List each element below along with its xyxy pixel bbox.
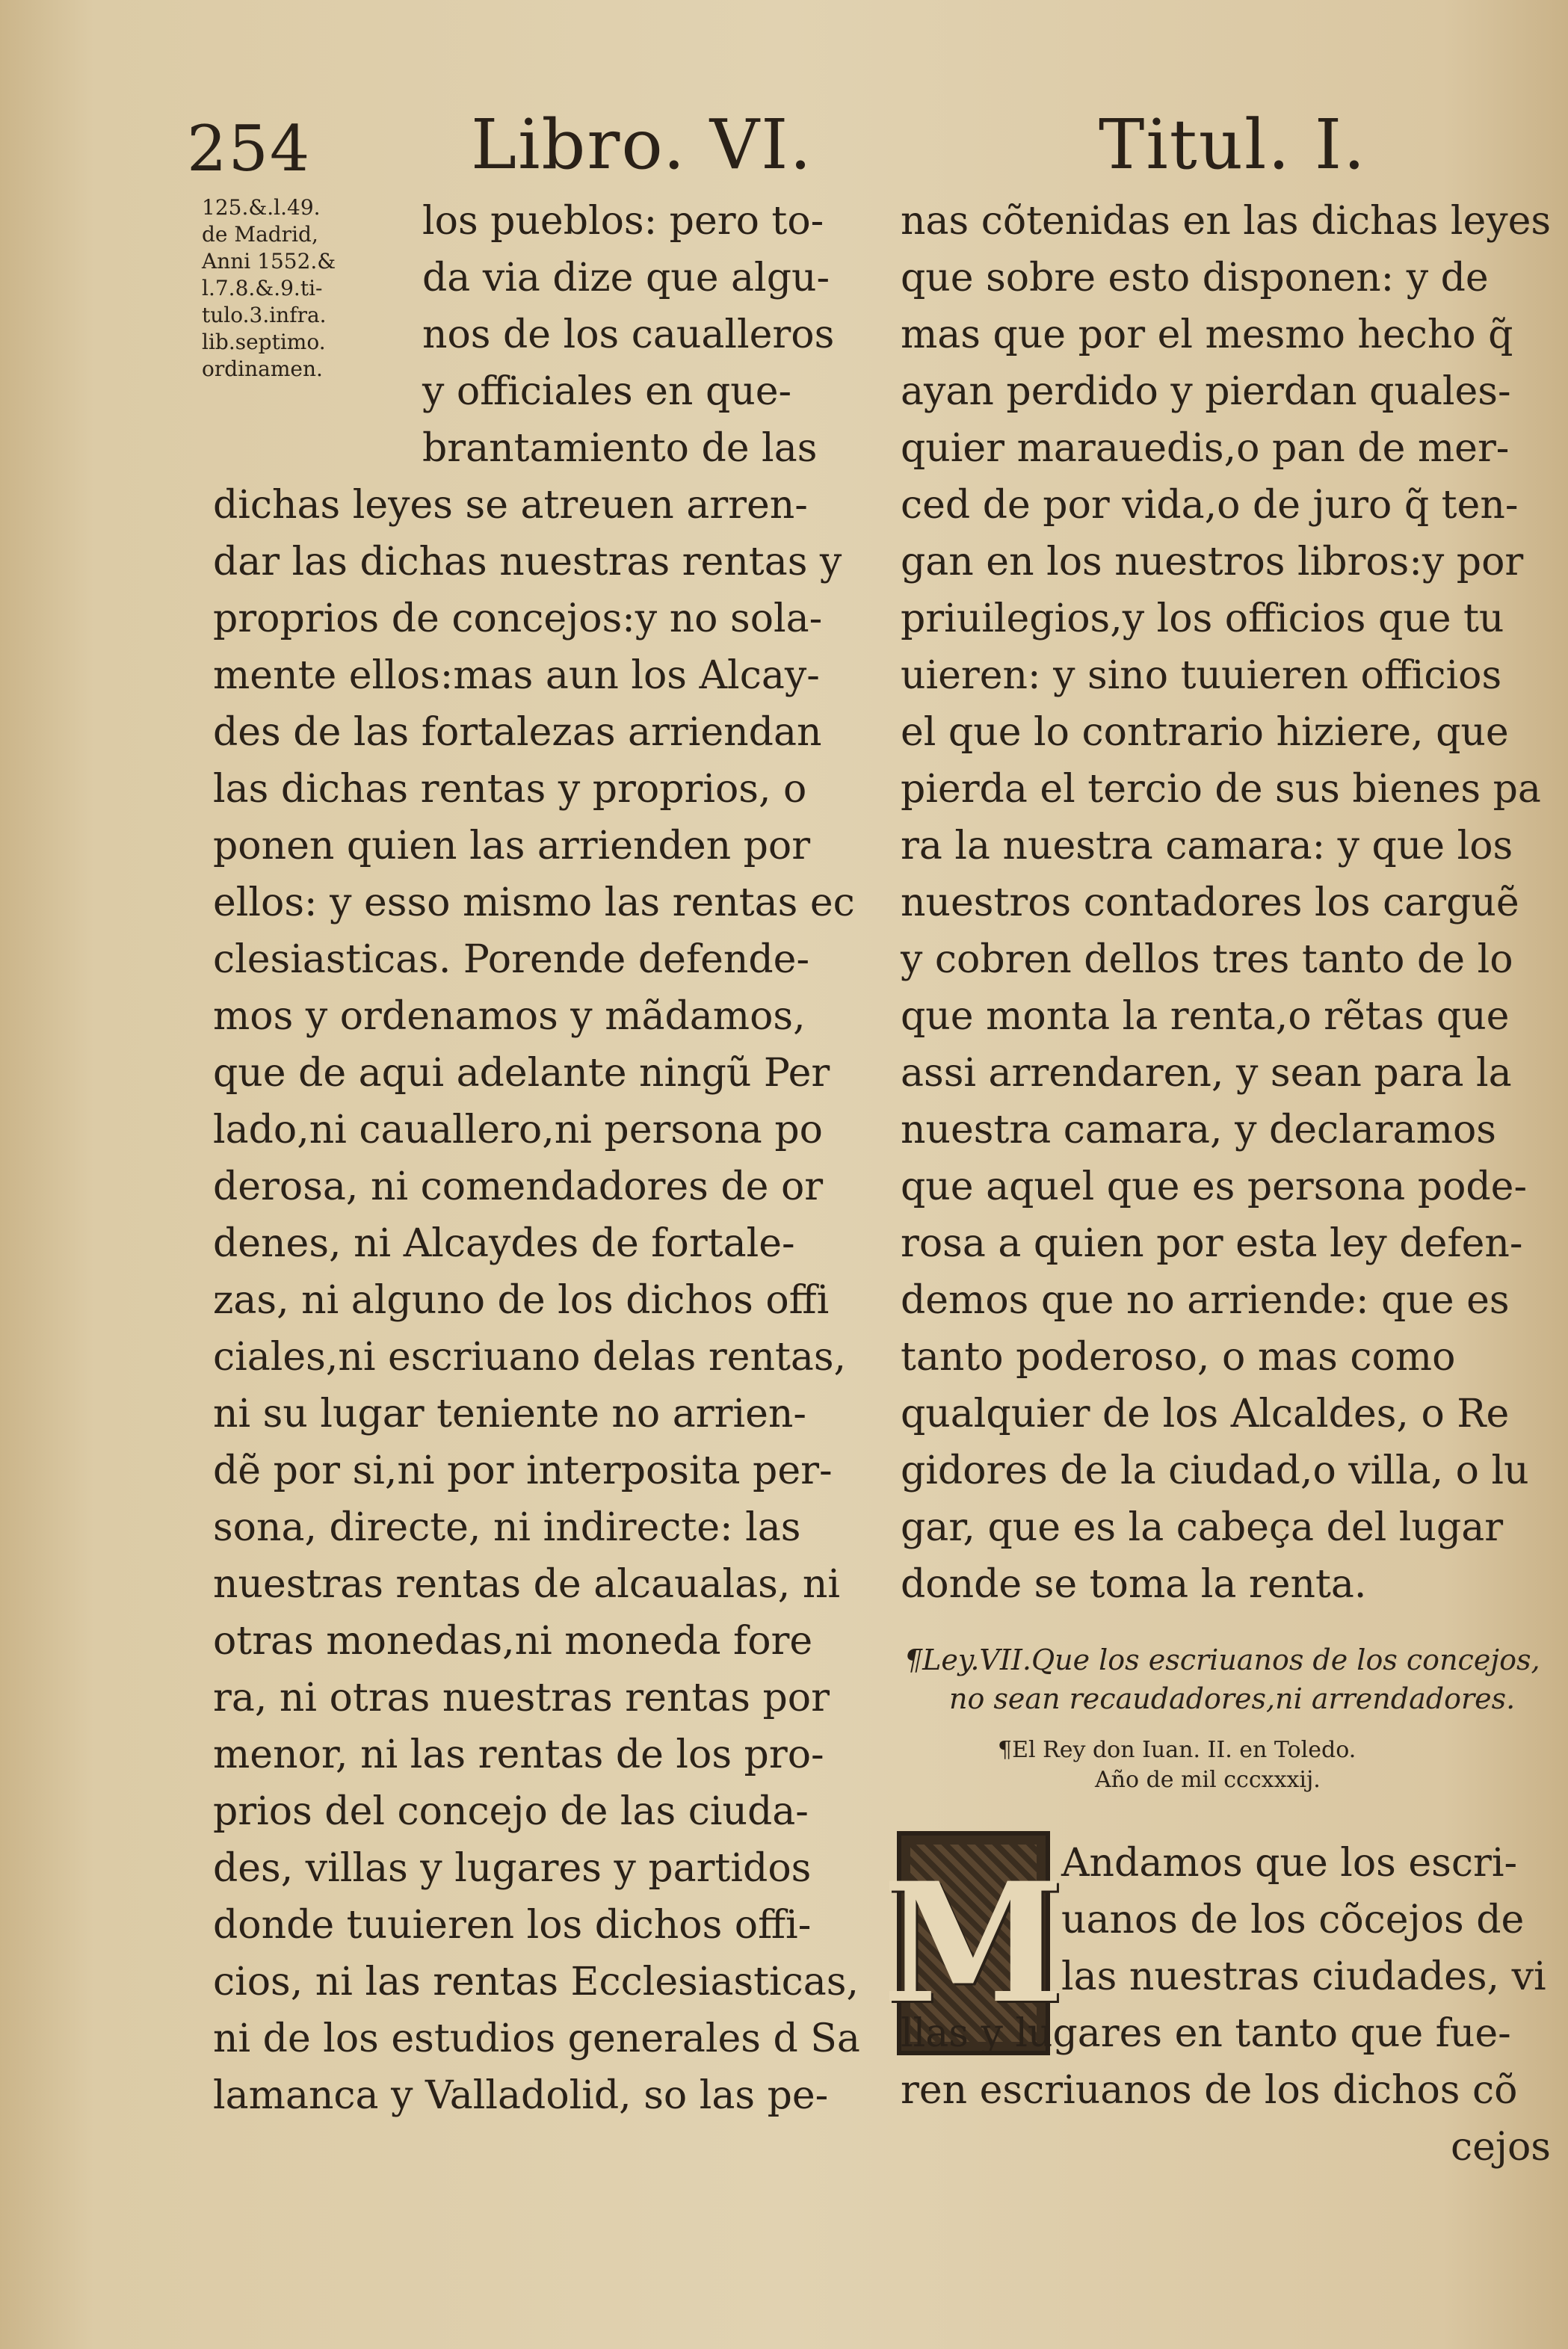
text-line: tanto poderoso, o mas como xyxy=(901,1335,1456,1380)
margin-note xyxy=(202,194,404,383)
text-line: y cobren dellos tres tanto de lo xyxy=(901,937,1513,982)
text-line: donde se toma la renta. xyxy=(901,1562,1367,1607)
text-line: uanos de los cõcejos de xyxy=(1061,1898,1525,1942)
text-line: donde tuuieren los dichos offi- xyxy=(213,1903,812,1948)
text-line: los pueblos: pero to- xyxy=(422,199,824,244)
book-title: Libro. VI. xyxy=(471,105,813,185)
text-line: ra la nuestra camara: y que los xyxy=(901,824,1513,868)
text-line: que sobre esto disponen: y de xyxy=(901,256,1489,300)
law-heading-line: ¶Ley.VII.Que los escriuanos de los concejos, xyxy=(904,1643,1540,1676)
text-line: ced de por vida,o de juro q̃ ten- xyxy=(901,483,1519,528)
text-line: da via dize que algu- xyxy=(422,256,830,300)
margin-note-line: de Madrid, xyxy=(202,222,318,247)
text-line: dichas leyes se atreuen arren- xyxy=(213,483,808,528)
text-line: ponen quien las arrienden por xyxy=(213,824,811,868)
text-line: dẽ por si,ni por interposita per- xyxy=(213,1448,833,1493)
text-line: las nuestras ciudades, vi xyxy=(1061,1954,1546,1999)
text-line: otras monedas,ni moneda fore xyxy=(213,1619,813,1664)
titul-title: Titul. I. xyxy=(1099,105,1367,185)
text-line: des de las fortalezas arriendan xyxy=(213,710,822,755)
margin-note-line: ordinamen. xyxy=(202,356,323,381)
left-column-top xyxy=(422,193,848,477)
text-line: nuestra camara, y declaramos xyxy=(901,1108,1496,1152)
margin-note-line: Anni 1552.& xyxy=(202,249,336,274)
text-line: cios, ni las rentas Ecclesiasticas, xyxy=(213,1960,859,2004)
text-line: lado,ni cauallero,ni persona po xyxy=(213,1108,823,1152)
margin-note-line: lib.septimo. xyxy=(202,330,326,354)
margin-note-line: 125.&.l.49. xyxy=(202,195,321,220)
text-line: ni su lugar teniente no arrien- xyxy=(213,1392,806,1436)
law-text xyxy=(901,2005,1551,2176)
text-line: brantamiento de las xyxy=(422,426,818,471)
text-line: nos de los caualleros xyxy=(422,312,835,357)
text-line: nuestras rentas de alcaualas, ni xyxy=(213,1562,840,1607)
text-line: y officiales en que- xyxy=(422,369,792,414)
text-line: quier marauedis,o pan de mer- xyxy=(901,426,1510,471)
text-line: ayan perdido y pierdan quales- xyxy=(901,369,1511,414)
text-line: que aquel que es persona pode- xyxy=(901,1164,1528,1209)
text-line: ciales,ni escriuano delas rentas, xyxy=(213,1335,847,1380)
text-line: gan en los nuestros libros:y por xyxy=(901,540,1524,584)
page-number: 254 xyxy=(187,112,312,185)
text-line: gar, que es la cabeça del lugar xyxy=(901,1505,1504,1550)
text-line: mos y ordenamos y mãdamos, xyxy=(213,994,806,1039)
text-line: mas que por el mesmo hecho q̃ xyxy=(901,312,1513,357)
law-heading-line: no sean recaudadores,ni arrendadores. xyxy=(949,1682,1516,1715)
text-line: ren escriuanos de los dichos cõ xyxy=(901,2068,1518,2113)
text-line: sona, directe, ni indirecte: las xyxy=(213,1505,801,1550)
text-line: des, villas y lugares y partidos xyxy=(213,1846,812,1891)
text-line: priuilegios,y los officios que tu xyxy=(901,596,1504,641)
text-line: uieren: y sino tuuieren officios xyxy=(901,653,1502,698)
text-line: zas, ni alguno de los dichos offi xyxy=(213,1278,830,1323)
text-line: ra, ni otras nuestras rentas por xyxy=(213,1676,830,1720)
left-column xyxy=(213,477,860,2124)
text-line: pierda el tercio de sus bienes pa xyxy=(901,767,1541,812)
text-line: llas y lugares en tanto que fue- xyxy=(901,2011,1511,2056)
attribution-line: ¶El Rey don Iuan. II. en Toledo. xyxy=(998,1737,1356,1763)
text-line: qualquier de los Alcaldes, o Re xyxy=(901,1392,1510,1436)
law-text-indented xyxy=(1061,1835,1555,2005)
text-line: ellos: y esso mismo las rentas ec xyxy=(213,880,855,925)
text-line: dar las dichas nuestras rentas y xyxy=(213,540,842,584)
attribution-line: Año de mil cccxxxij. xyxy=(1095,1767,1321,1793)
text-line: lamanca y Valladolid, so las pe- xyxy=(213,2073,829,2118)
text-line: ni de los estudios generales d Sa xyxy=(213,2016,860,2061)
text-line: que de aqui adelante ningũ Per xyxy=(213,1051,830,1096)
initial-letter: M xyxy=(882,1846,1065,2040)
text-line: demos que no arriende: que es xyxy=(901,1278,1510,1323)
text-line: Andamos que los escri- xyxy=(1061,1841,1518,1886)
margin-note-line: tulo.3.infra. xyxy=(202,303,327,327)
text-line: derosa, ni comendadores de or xyxy=(213,1164,824,1209)
text-line: nas cõtenidas en las dichas leyes xyxy=(901,199,1552,244)
catchword: cejos xyxy=(1450,2125,1551,2170)
text-line: gidores de la ciudad,o villa, o lu xyxy=(901,1448,1529,1493)
text-line: mente ellos:mas aun los Alcay- xyxy=(213,653,820,698)
text-line: las dichas rentas y proprios, o xyxy=(213,767,807,812)
text-line: rosa a quien por esta ley defen- xyxy=(901,1221,1523,1266)
text-line: assi arrendaren, y sean para la xyxy=(901,1051,1512,1096)
text-line: menor, ni las rentas de los pro- xyxy=(213,1732,824,1777)
text-line: proprios de concejos:y no sola- xyxy=(213,596,823,641)
text-line: que monta la renta,o rẽtas que xyxy=(901,994,1510,1039)
text-line: prios del concejo de las ciuda- xyxy=(213,1789,809,1834)
page-header xyxy=(0,90,1568,194)
attribution xyxy=(998,1735,1521,1795)
text-line: clesiasticas. Porende defende- xyxy=(213,937,810,982)
law-heading xyxy=(904,1640,1547,1718)
text-line: nuestros contadores los carguẽ xyxy=(901,880,1519,925)
text-line: el que lo contrario hiziere, que xyxy=(901,710,1509,755)
right-column xyxy=(901,193,1551,1613)
text-line: denes, ni Alcaydes de fortale- xyxy=(213,1221,795,1266)
margin-note-line: l.7.8.&.9.ti- xyxy=(202,276,323,300)
